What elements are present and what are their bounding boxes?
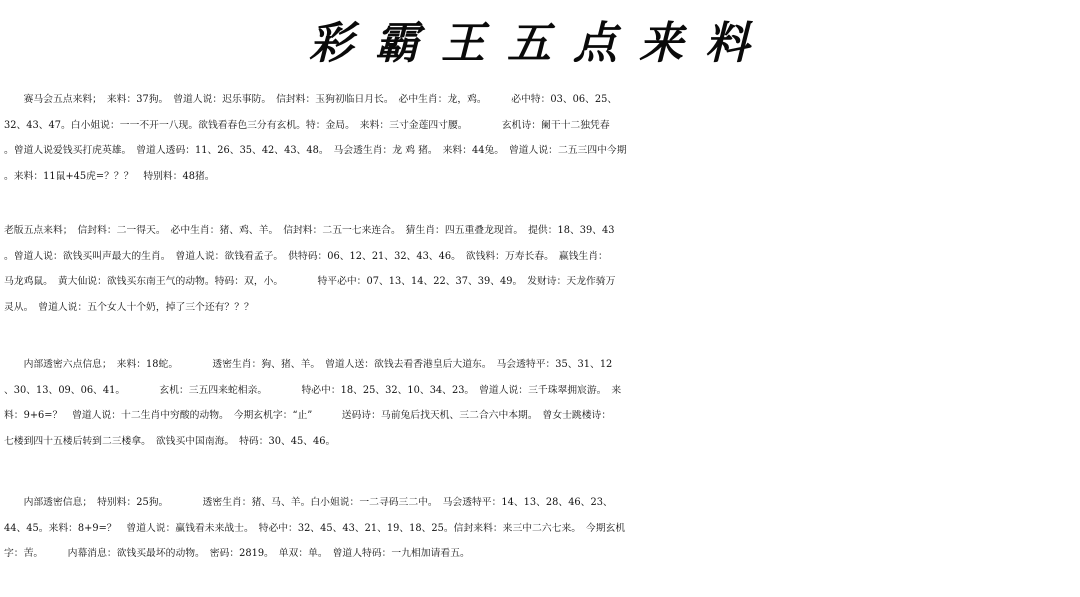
text-line: 。来料：11鼠+45虎=？？？ 特别料：48猪。 <box>4 170 215 182</box>
text-line: 。曾道人说：欲钱买叫声最大的生肖。 曾道人说：欲钱看孟子。 供特码：06、12、21、32、43、46。 欲钱料：万寿长春。 赢钱生肖： <box>4 250 608 262</box>
text-line: 32、43、47。白小姐说：一一不开一八现。欲钱看春色三分有玄机。特：金局。 来料：三寸金莲四寸腰。 玄机诗：阑干十二独凭春 <box>4 119 610 131</box>
text-line: 字：苦。 内幕消息：欲钱买最坏的动物。 密码：2819。 单双：单。 曾道人特码：一九相加请看五。 <box>4 548 470 559</box>
text-line: 灵从。 曾道人说：五个女人十个奶，掉了三个还有？？？ <box>4 301 254 313</box>
text-line: 内部透密信息； 特别料：25狗。 透密生肖：猪、马、羊。白小姐说：一二寻码三二中。 马会透特平：14、13、28、46、23、 <box>4 497 613 508</box>
text-line: 赛马会五点来料； 来料：37狗。 曾道人说：迟乐事防。 信封料：玉狗初临日月长。 必中生肖：龙，鸡。 必中特：03、06、25、 <box>4 94 618 105</box>
text-line: 料：9+6=？ 曾道人说：十二生肖中穷酸的动物。 今期玄机字：“止” 送码诗：马前兔后找天机、三二合六中本期。 曾女士跳楼诗： <box>4 410 612 421</box>
text-line: 内部透密六点信息； 来料：18蛇。 透密生肖：狗、猪、羊。 曾道人送：欲钱去看香港皇后大道东。 马会透特平：35、31、12 <box>4 359 613 370</box>
section-internal-six-point <box>4 352 1076 454</box>
text-line: 七楼到四十五楼后转到二三楼拿。 欲钱买中国南海。 特码：30、45、46。 <box>4 435 336 447</box>
section-wuma-horse-club <box>4 87 1076 189</box>
section-internal-info <box>4 490 1076 567</box>
text-line: 、30、13、09、06、41。 玄机：三五四来蛇相亲。 特必中：18、25、32、10、34、23。 曾道人说：三千珠翠拥宸游。 来 <box>4 384 622 396</box>
text-line: 。曾道人说爱钱买打虎英雄。 曾道人透码：11、26、35、42、43、48。 马会透生肖：龙 鸡 猪。 来料：44兔。 曾道人说：二五三四中今期 <box>4 145 627 156</box>
text-line: 44、45。来料：8+9=？ 曾道人说：赢钱看未来战士。 特必中：32、45、43、21、19、18、25。信封来料：来三中二六七来。 今期玄机 <box>4 522 626 534</box>
text-line: 老版五点来料； 信封料：二一得天。 必中生肖：猪、鸡、羊。 信封料：二五一七来连合。 猜生肖：四五重叠龙现首。 提供：18、39、43 <box>4 225 615 236</box>
page-title: 彩霸王五点来料 <box>309 18 771 69</box>
section-old-version <box>4 218 1076 320</box>
text-line: 马龙鸡鼠。 黄大仙说：欲钱买东南王气的动物。特码：双，小。 特平必中：07、13、14、22、37、39、49。 发财诗：天龙作骑万 <box>4 276 616 287</box>
